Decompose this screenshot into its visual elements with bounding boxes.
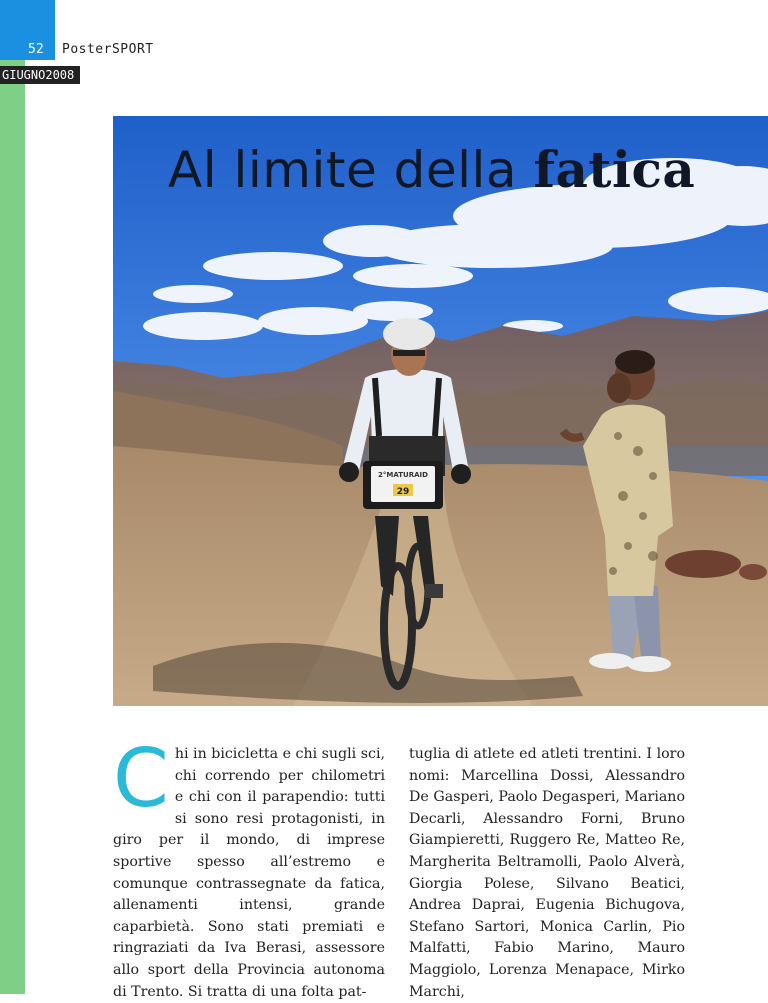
issue-date: GIUGNO2008: [0, 66, 80, 84]
article-title: [168, 140, 695, 199]
article-column-2: tuglia di atlete ed atleti trentini. I loro nomi: Marcellina Dossi, Alessandro De Gasperi, Paolo Degasperi, Mariano Decarli, Alessandro Forni, Bruno Giampieretti, Ruggero Re, Matteo Re, Margherita Beltramolli, Paolo Alverà, Giorgia Polese, Silvano Beatici, Andrea Daprai, Eugenia Bichugova, Stefano Sartori, Monica Carlin, Pio Malfatti, Fabio Marino, Mauro Maggiolo, Lorenza Menapace, Mirko Marchi,: [409, 746, 685, 1000]
article-column-1: [113, 732, 385, 1003]
title-bold: fatica: [533, 140, 696, 199]
section-name: PosterSPORT: [62, 42, 154, 57]
race-bib-title: 2°MATURAID: [378, 471, 428, 479]
drop-cap: C: [113, 732, 169, 825]
sidebar-stripe: [0, 0, 25, 994]
page-number: 52: [28, 42, 44, 57]
title-light: Al limite della: [168, 141, 518, 199]
cyclist-photo: [113, 116, 768, 706]
column-1-text: hi in bicicletta e chi sugli sci, chi correndo per chilometri e chi con il parapendio: tutti si sono resi protagonisti, in giro per il mondo, di imprese sportive spesso all’estremo e comunque contrassegnate da fatica, allenamenti intensi, grande caparbietà. Sono stati premiati e ringraziati da Iva Berasi, assessore allo sport della Provincia autonoma di Trento. Si tratta di una folta pat-: [113, 746, 385, 1000]
race-bib-number: 29: [396, 487, 410, 497]
